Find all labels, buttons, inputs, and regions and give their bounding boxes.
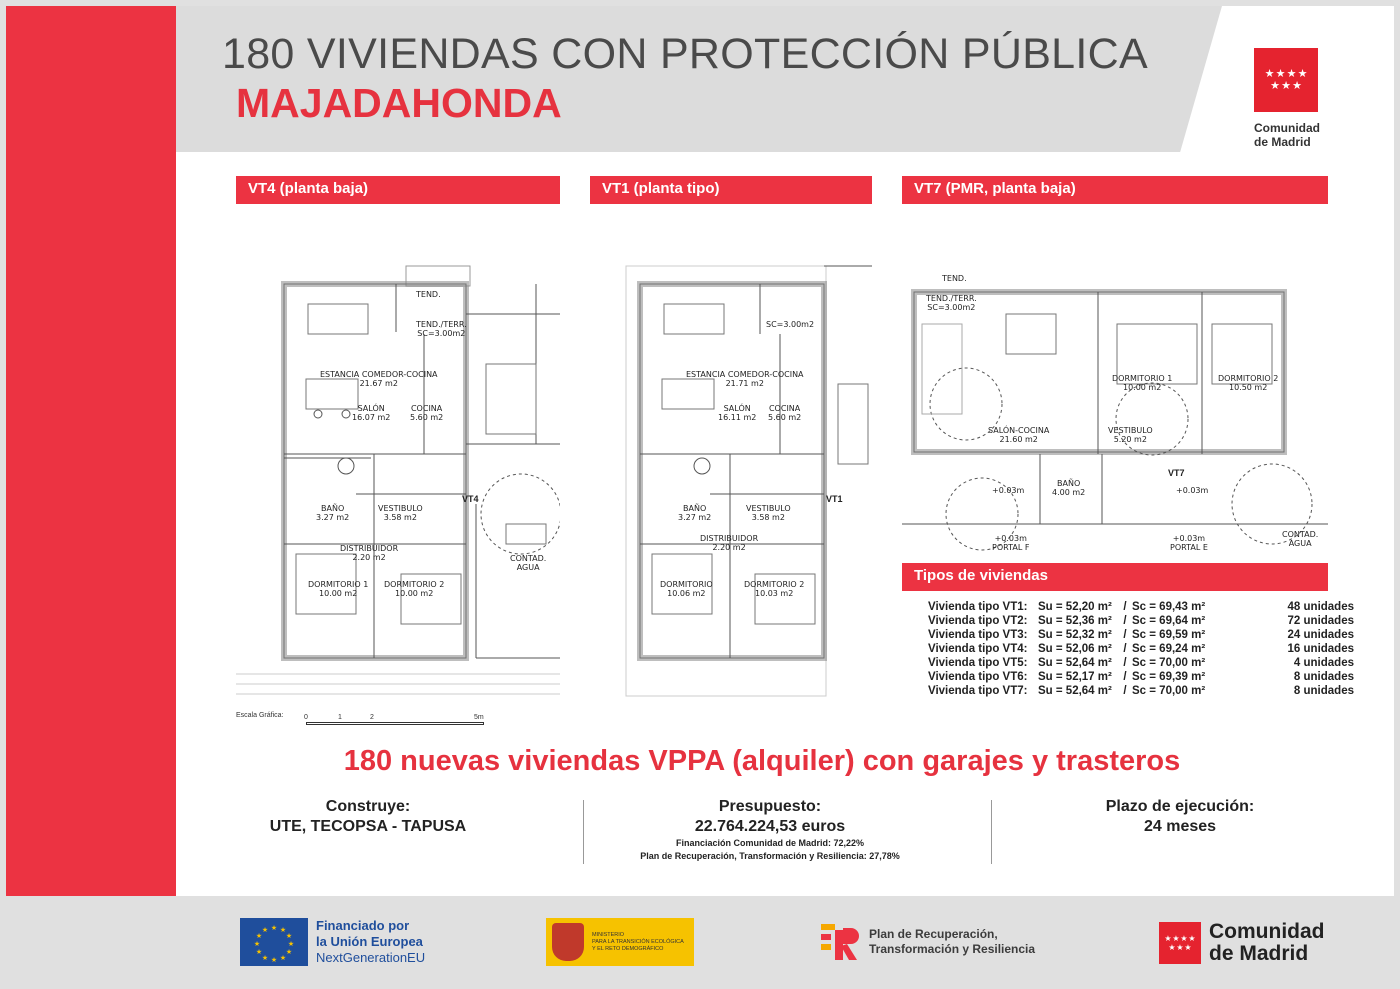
term-value: 24 meses	[1143, 818, 1217, 835]
builder-value: UTE, TECOPSA - TAPUSA	[269, 818, 467, 835]
type-units: 4 unidades	[1293, 657, 1354, 669]
room-label: +0.03m	[1176, 486, 1209, 495]
types-table	[928, 600, 1354, 698]
type-sc: Sc = 69,24 m²	[1132, 643, 1206, 655]
type-su: Su = 52,64 m²	[1038, 685, 1112, 697]
room-label: SALÓN 16.07 m2	[352, 404, 391, 422]
type-su: Su = 52,32 m²	[1038, 629, 1112, 641]
type-row	[928, 670, 1354, 684]
logo-line-2: de Madrid	[1254, 135, 1311, 149]
type-units: 16 unidades	[1287, 643, 1354, 655]
room-label: DORMITORIO 1 10.00 m2	[308, 580, 369, 598]
budget-label: Presupuesto:	[718, 798, 822, 815]
madrid-flag-icon: ★ ★ ★ ★ ★ ★ ★	[1159, 922, 1201, 964]
eu-line-1: Financiado por	[316, 918, 410, 933]
type-separator: /	[1123, 629, 1127, 641]
spain-coat-of-arms-icon	[552, 923, 584, 961]
type-sc: Sc = 69,43 m²	[1132, 601, 1206, 613]
divider	[583, 800, 584, 864]
room-label: +0.03m	[992, 486, 1025, 495]
type-separator: /	[1123, 671, 1127, 683]
svg-text:★: ★	[261, 926, 269, 934]
type-label: Vivienda tipo VT6:	[928, 671, 1028, 683]
prtr-icon	[817, 922, 861, 962]
prtr-logo	[817, 922, 1035, 962]
tagline: 180 nuevas viviendas VPPA (alquiler) con garajes y trasteros	[343, 745, 1181, 777]
plan-panel-vt1	[590, 176, 872, 708]
type-units: 8 unidades	[1293, 685, 1354, 697]
scale-tick: 2	[370, 714, 374, 721]
type-su: Su = 52,64 m²	[1038, 657, 1112, 669]
room-label: BAÑO 4.00 m2	[1052, 479, 1086, 497]
type-row	[928, 642, 1354, 656]
type-units: 72 unidades	[1287, 615, 1354, 627]
type-su: Su = 52,20 m²	[1038, 601, 1112, 613]
svg-text:★: ★	[255, 932, 263, 940]
budget-value: 22.764.224,53 euros	[694, 818, 846, 835]
type-label: Vivienda tipo VT2:	[928, 615, 1028, 627]
room-label: ESTANCIA COMEDOR-COCINA 21.67 m2	[320, 370, 438, 388]
type-units: 48 unidades	[1287, 601, 1354, 613]
ministry-logo	[546, 918, 694, 966]
types-title: Tipos de viviendas	[902, 563, 1328, 591]
room-label: CONTAD. AGUA	[510, 554, 547, 572]
svg-text:★: ★	[279, 954, 287, 962]
room-label: TEND.	[942, 274, 967, 283]
type-su: Su = 52,06 m²	[1038, 643, 1112, 655]
room-label: SC=3.00m2	[766, 320, 815, 329]
ministry-line-3: Y EL RETO DEMOGRÁFICO	[592, 945, 664, 952]
room-label: TEND./TERR. SC=3.00m2	[416, 320, 467, 338]
room-label: CONTAD. AGUA	[1282, 530, 1319, 548]
type-label: Vivienda tipo VT3:	[928, 629, 1028, 641]
cm-footer-line-2: de Madrid	[1209, 942, 1309, 965]
floor-plan-vt4	[236, 204, 560, 708]
type-units: 8 unidades	[1293, 671, 1354, 683]
funding-madrid: Financiación Comunidad de Madrid: 72,22%	[675, 838, 865, 848]
type-sc: Sc = 69,39 m²	[1132, 671, 1206, 683]
divider	[991, 800, 992, 864]
svg-text:★: ★	[285, 948, 293, 956]
room-label: DORMITORIO 2 10.00 m2	[384, 580, 445, 598]
floor-plan-vt7	[902, 204, 1328, 559]
panel-title: VT4 (planta baja)	[236, 176, 560, 204]
cm-footer-line-1: Comunidad	[1209, 920, 1325, 943]
header-band	[176, 6, 1222, 152]
comunidad-madrid-footer-logo	[1159, 921, 1325, 965]
prtr-line-2: Transformación y Resiliencia	[869, 942, 1036, 956]
type-row	[928, 600, 1354, 614]
svg-text:★: ★	[261, 954, 269, 962]
type-row	[928, 628, 1354, 642]
type-separator: /	[1123, 643, 1127, 655]
type-label: Vivienda tipo VT5:	[928, 657, 1028, 669]
scale-tick: 1	[338, 714, 342, 721]
logo-line-1: Comunidad	[1254, 121, 1320, 135]
room-label: DORMITORIO 10.06 m2	[660, 580, 713, 598]
scale-tick: 5m	[474, 714, 484, 721]
scale-label: Escala Gráfica:	[236, 712, 284, 719]
room-label: BAÑO 3.27 m2	[678, 504, 712, 522]
scale-tick: 0	[304, 714, 308, 721]
plan-panel-vt4	[236, 176, 560, 708]
svg-text:★: ★	[279, 926, 287, 934]
svg-text:★: ★	[253, 940, 261, 948]
eu-line-2: la Unión Europea	[316, 934, 423, 949]
type-separator: /	[1123, 657, 1127, 669]
svg-text:★: ★	[255, 948, 263, 956]
room-label: VESTIBULO 5.20 m2	[1108, 426, 1153, 444]
floor-plan-drawing	[590, 204, 872, 708]
scale-bar	[306, 722, 484, 725]
type-sc: Sc = 69,64 m²	[1132, 615, 1206, 627]
svg-text:★: ★	[270, 956, 278, 964]
type-separator: /	[1123, 615, 1127, 627]
room-label: VESTIBULO 3.58 m2	[378, 504, 423, 522]
type-sc: Sc = 70,00 m²	[1132, 657, 1206, 669]
eu-funding-logo	[240, 918, 425, 966]
plan-panel-vt7	[902, 176, 1328, 559]
floor-plan-vt1	[590, 204, 872, 708]
type-su: Su = 52,17 m²	[1038, 671, 1112, 683]
unit-tag: VT7	[1168, 468, 1185, 478]
eu-flag-icon	[240, 918, 308, 966]
eu-line-3: NextGenerationEU	[316, 950, 426, 965]
type-label: Vivienda tipo VT1:	[928, 601, 1028, 613]
type-row	[928, 614, 1354, 628]
type-sc: Sc = 69,59 m²	[1132, 629, 1206, 641]
page-subtitle: MAJADAHONDA	[236, 80, 562, 126]
room-label: SALÓN-COCINA 21.60 m2	[988, 426, 1050, 444]
type-sc: Sc = 70,00 m²	[1132, 685, 1206, 697]
madrid-flag-icon: ★ ★ ★ ★ ★ ★ ★	[1254, 48, 1318, 112]
svg-text:★: ★	[287, 940, 295, 948]
room-label: VESTIBULO 3.58 m2	[746, 504, 791, 522]
room-label: TEND./TERR. SC=3.00m2	[926, 294, 977, 312]
room-label: DORMITORIO 2 10.50 m2	[1218, 374, 1279, 392]
type-separator: /	[1123, 601, 1127, 613]
page-title: 180 VIVIENDAS CON PROTECCIÓN PÚBLICA	[222, 30, 1148, 78]
type-separator: /	[1123, 685, 1127, 697]
term-label: Plazo de ejecución:	[1105, 798, 1255, 815]
type-row	[928, 656, 1354, 670]
funding-prtr: Plan de Recuperación, Transformación y Resiliencia: 27,78%	[640, 851, 900, 861]
room-label: +0.03m PORTAL E	[1170, 534, 1208, 552]
type-su: Su = 52,36 m²	[1038, 615, 1112, 627]
type-row	[928, 684, 1354, 698]
term-block	[1080, 797, 1280, 837]
room-label: +0.03m PORTAL F	[992, 534, 1030, 552]
room-label: SALÓN 16.11 m2	[718, 404, 757, 422]
svg-text:★: ★	[285, 932, 293, 940]
room-label: TEND.	[416, 290, 441, 299]
type-label: Vivienda tipo VT4:	[928, 643, 1028, 655]
unit-tag: VT4	[462, 494, 479, 504]
room-label: DORMITORIO 1 10.00 m2	[1112, 374, 1173, 392]
prtr-line-1: Plan de Recuperación,	[869, 927, 998, 941]
room-label: BAÑO 3.27 m2	[316, 504, 350, 522]
room-label: ESTANCIA COMEDOR-COCINA 21.71 m2	[686, 370, 804, 388]
room-label: DISTRIBUIDOR 2.20 m2	[340, 544, 399, 562]
room-label: DISTRIBUIDOR 2.20 m2	[700, 534, 759, 552]
builder-label: Construye:	[325, 798, 411, 815]
comunidad-madrid-logo	[1254, 48, 1326, 149]
type-label: Vivienda tipo VT7:	[928, 685, 1028, 697]
builder-block	[236, 797, 500, 837]
budget-block	[600, 797, 940, 863]
panel-title: VT1 (planta tipo)	[590, 176, 872, 204]
panel-title: VT7 (PMR, planta baja)	[902, 176, 1328, 204]
ministry-line-1: MINISTERIO	[592, 931, 625, 938]
floor-plan-drawing	[236, 204, 560, 708]
room-label: COCINA 5.60 m2	[768, 404, 802, 422]
ministry-line-2: PARA LA TRANSICIÓN ECOLÓGICA	[592, 938, 684, 945]
unit-tag: VT1	[826, 494, 843, 504]
room-label: COCINA 5.60 m2	[410, 404, 444, 422]
room-label: DORMITORIO 2 10.03 m2	[744, 580, 805, 598]
type-units: 24 unidades	[1287, 629, 1354, 641]
svg-text:★: ★	[270, 924, 278, 932]
